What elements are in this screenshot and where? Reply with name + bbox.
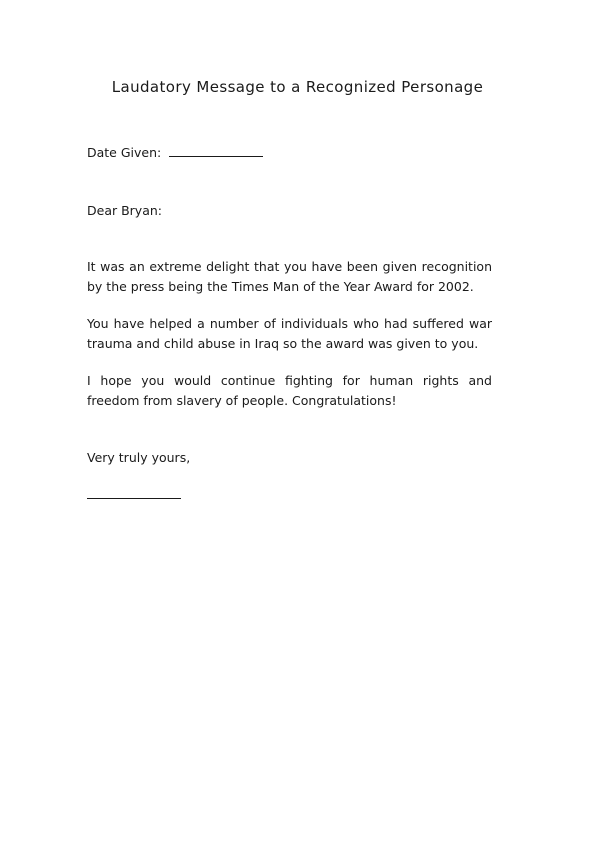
- date-blank: [169, 144, 263, 157]
- signature-line: [87, 485, 181, 505]
- body-paragraph-1: It was an extreme delight that you have been given recognition by the press being the Times Man of the Year Award for 2002.: [87, 259, 492, 294]
- body-paragraph-2: You have helped a number of individuals who had suffered war trauma and child abuse in Iraq so the award was given to you.: [87, 316, 492, 351]
- letter-title: Laudatory Message to a Recognized Personage: [111, 78, 484, 96]
- body-paragraph-3: I hope you would continue fighting for human rights and freedom from slavery of people. Congratulations!: [87, 373, 492, 408]
- closing: Very truly yours,: [87, 450, 191, 465]
- date-label: Date Given:: [87, 145, 162, 160]
- date-line: [87, 143, 263, 163]
- salutation: Dear Bryan:: [87, 203, 162, 218]
- signature-blank: [87, 486, 181, 499]
